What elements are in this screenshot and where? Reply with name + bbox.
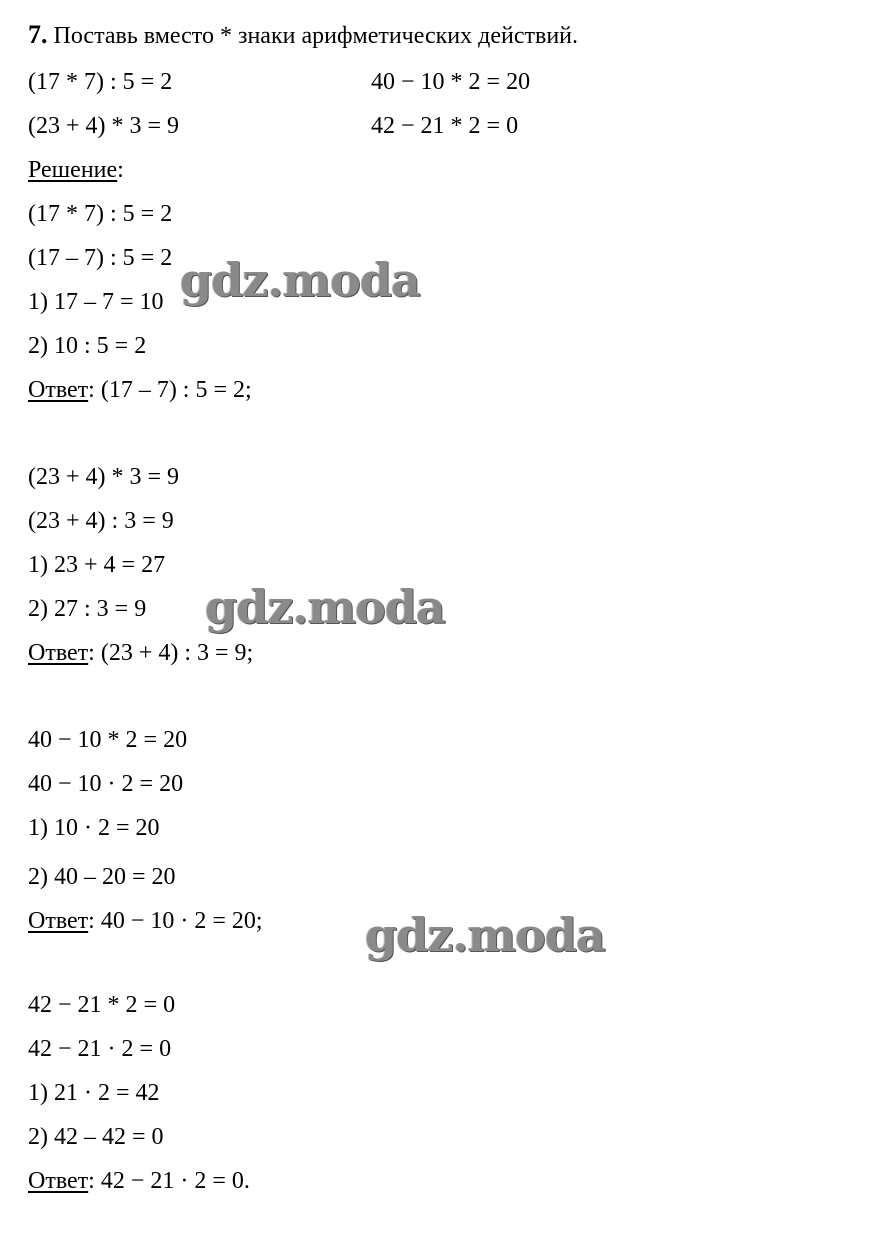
- answer-text: : 40 − 10 · 2 = 20;: [88, 908, 263, 934]
- answer-label: Ответ: [28, 908, 89, 934]
- block-4-line-4: 2) 42 – 42 = 0: [28, 1124, 164, 1150]
- watermark-2: gdz.moda: [205, 580, 445, 634]
- solution-label: Решение: [28, 157, 118, 183]
- solution-colon: :: [117, 157, 124, 183]
- block-3-answer: [28, 906, 263, 936]
- answer-text: : (17 – 7) : 5 = 2;: [88, 377, 252, 403]
- block-3-line-3: 1) 10 · 2 = 20: [28, 815, 160, 841]
- block-2-line-4: 2) 27 : 3 = 9: [28, 596, 147, 622]
- block-1-line-1: (17 * 7) : 5 = 2: [28, 201, 173, 227]
- block-3-line-4: 2) 40 – 20 = 20: [28, 864, 176, 890]
- answer-label: Ответ: [28, 377, 89, 403]
- task-text: Поставь вместо * знаки арифметических действий.: [53, 23, 579, 49]
- block-3-line-1: 40 − 10 * 2 = 20: [28, 727, 188, 753]
- block-1-line-3: 1) 17 – 7 = 10: [28, 289, 164, 315]
- block-4-answer: [28, 1166, 250, 1196]
- answer-text: : (23 + 4) : 3 = 9;: [88, 640, 254, 666]
- watermark-3: gdz.moda: [365, 908, 605, 962]
- block-1-answer: [28, 375, 252, 405]
- problem-3: 40 − 10 * 2 = 20: [371, 69, 531, 95]
- block-4-line-3: 1) 21 · 2 = 42: [28, 1080, 160, 1106]
- solution-heading: [28, 155, 124, 185]
- answer-text: : 42 − 21 · 2 = 0.: [88, 1168, 250, 1194]
- answer-label: Ответ: [28, 1168, 89, 1194]
- block-4-line-2: 42 − 21 · 2 = 0: [28, 1036, 172, 1062]
- block-2-line-2: (23 + 4) : 3 = 9: [28, 508, 174, 534]
- block-2-line-1: (23 + 4) * 3 = 9: [28, 464, 180, 490]
- task-heading: [28, 20, 578, 51]
- watermark-1: gdz.moda: [180, 253, 420, 307]
- problem-4: 42 − 21 * 2 = 0: [371, 113, 519, 139]
- block-4-line-1: 42 − 21 * 2 = 0: [28, 992, 176, 1018]
- block-1-line-4: 2) 10 : 5 = 2: [28, 333, 147, 359]
- answer-label: Ответ: [28, 640, 89, 666]
- problem-2: (23 + 4) * 3 = 9: [28, 113, 180, 139]
- problem-1: (17 * 7) : 5 = 2: [28, 69, 173, 95]
- block-2-answer: [28, 638, 253, 668]
- block-1-line-2: (17 – 7) : 5 = 2: [28, 245, 173, 271]
- block-2-line-3: 1) 23 + 4 = 27: [28, 552, 166, 578]
- block-3-line-2: 40 − 10 · 2 = 20: [28, 771, 184, 797]
- task-number: 7.: [28, 20, 48, 49]
